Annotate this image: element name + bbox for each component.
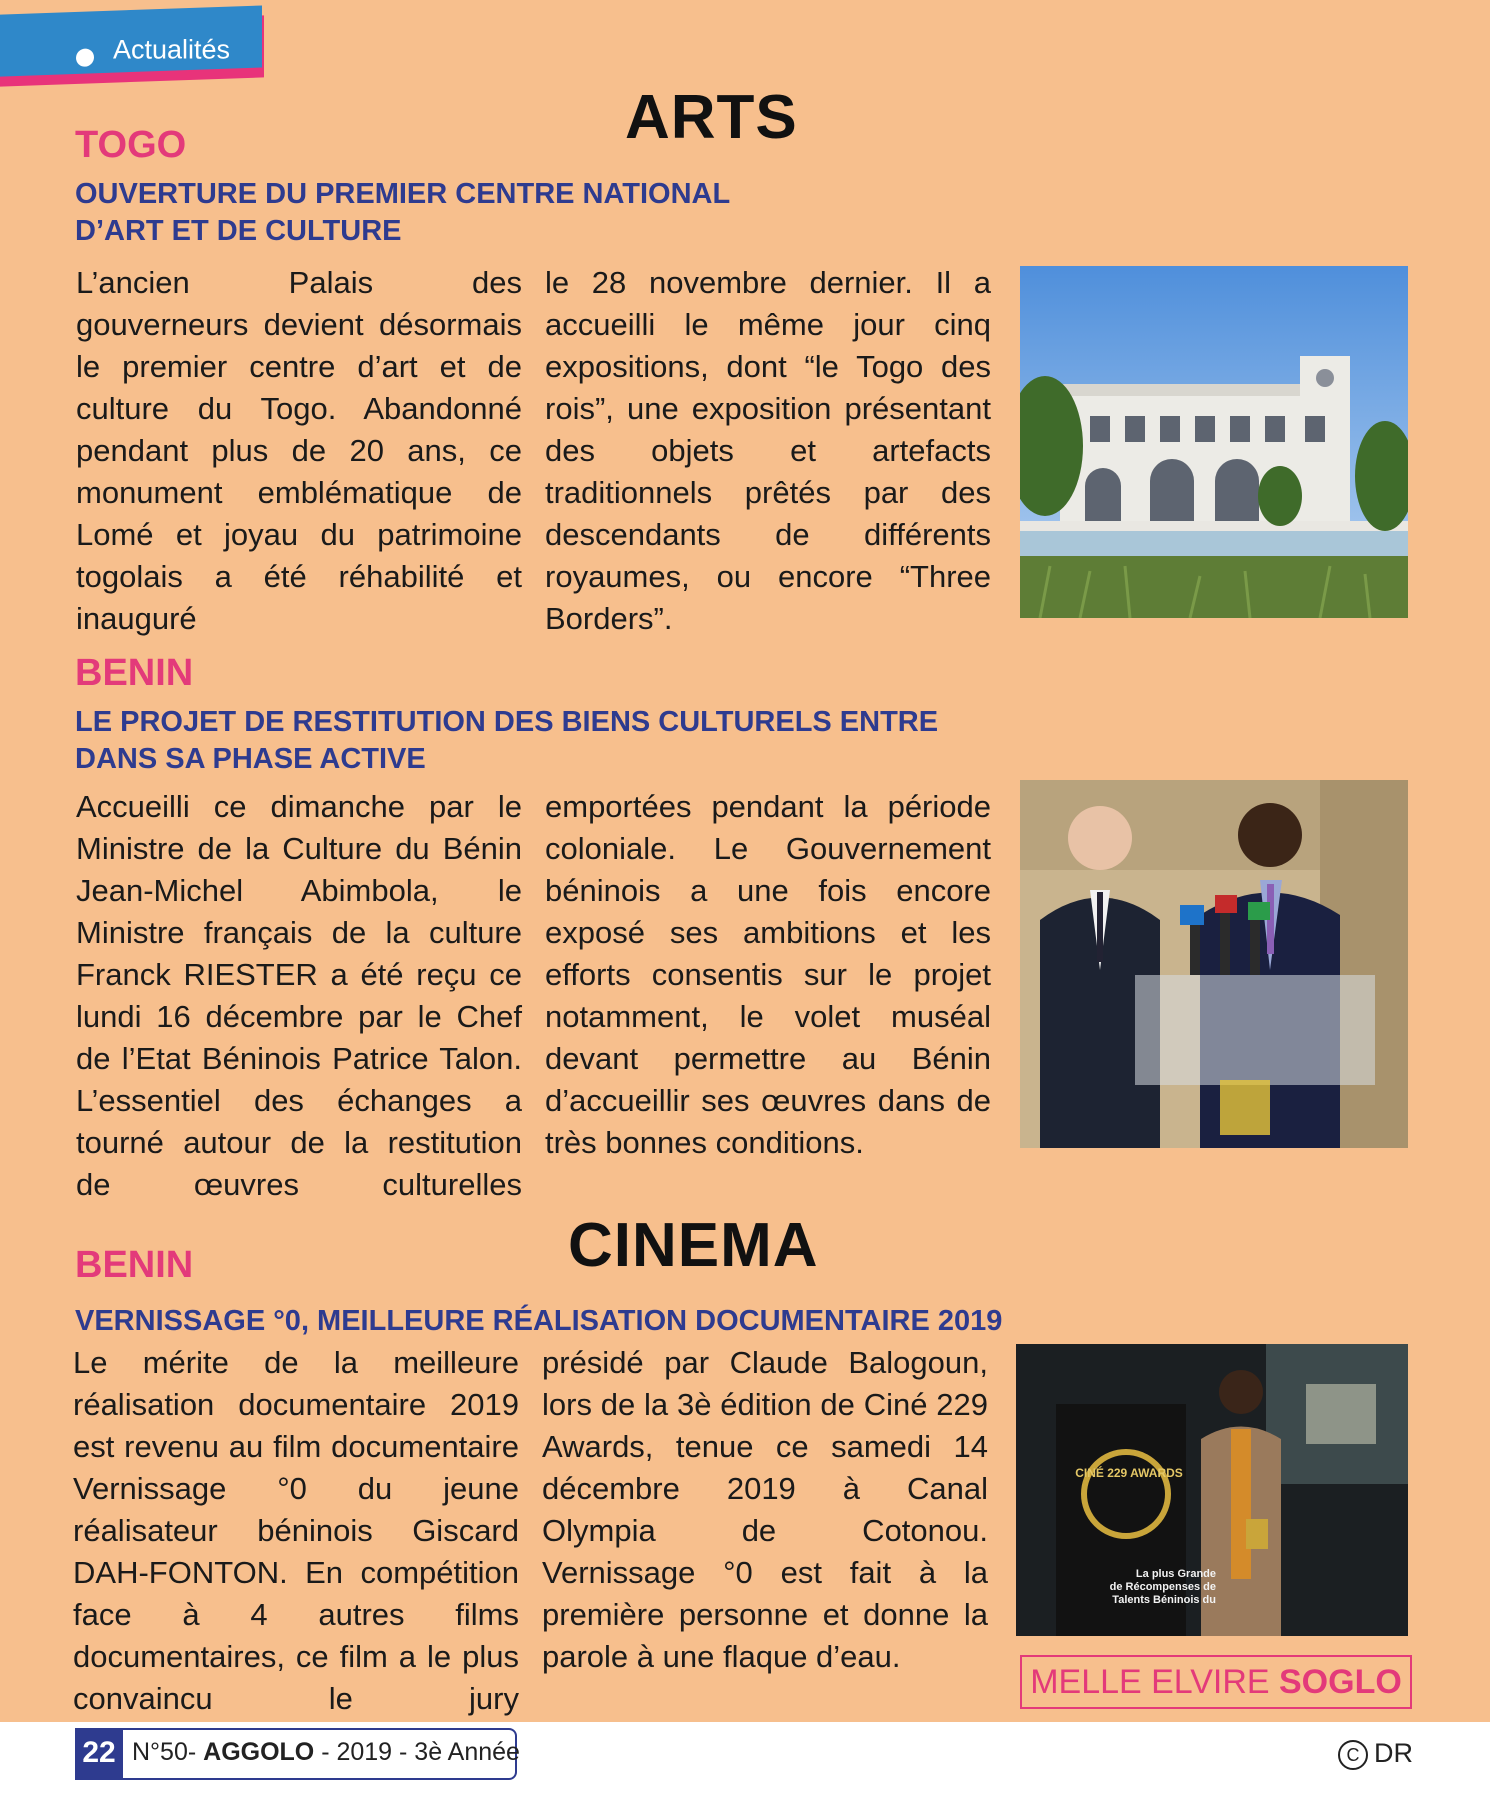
copyright-icon: C (1338, 1740, 1368, 1770)
caption-name: SOGLO (1279, 1663, 1402, 1701)
section-tag-label: Actualités (113, 34, 231, 65)
footer-rest: - 2019 - 3è Année (314, 1738, 520, 1766)
benin-cinema-country: BENIN (75, 1244, 194, 1286)
poster-text-line2: de Récompenses de (1109, 1581, 1216, 1593)
section-tag (0, 5, 264, 86)
togo-headline (75, 176, 875, 250)
togo-column-2: le 28 novembre dernier. Il a accueilli le même jour cinq expositions, dont “le Togo des rois”, une exposition présentant des objets et artefacts traditionnels prêtés par des descendants de différents royaumes, ou encore “Three Borders”. (545, 265, 991, 636)
poster-logo: CINÉ 229 AWARDS (1075, 1466, 1183, 1480)
togo-country: TOGO (75, 124, 187, 166)
photo-caption (1020, 1655, 1412, 1709)
cinema-column-2: présidé par Claude Balogoun, lors de la 3è édition de Ciné 229 Awards, tenue ce samedi 14 décembre 2019 à Canal Olympia de Cotonou. Vernissage °0 est fait à la première personne et donne la parole à une flaque d’eau. (542, 1345, 988, 1674)
cinema-column-1: Le mérite de la meilleure réalisation documentaire 2019 est revenu au film documentaire Vernissage °0 du jeune réalisateur béninois Giscard DAH-FONTON. En compétition face à 4 autres films documentaires, ce film a le plus convaincu le jury (73, 1345, 519, 1716)
togo-column-1: L’ancien Palais des gouverneurs devient désormais le premier centre d’art et de culture du Togo. Abandonné pendant plus de 20 ans, ce monument emblématique de Lomé et joyau du patrimoine togolais a été réhabilité et inauguré (76, 265, 522, 636)
togo-headline-line2: D’ART ET DE CULTURE (75, 215, 402, 247)
photo-credit (1338, 1738, 1413, 1770)
benin-arts-column-2: emportées pendant la période coloniale. Le Gouvernement béninois a une fois encore exposé ses ambitions et les efforts consentis sur le projet notamment, le volet muséal devant permettre au Bénin d’accueillir ses œuvres dans de très bonnes conditions. (545, 789, 991, 1160)
palace-photo (1020, 266, 1408, 618)
credit-text: DR (1374, 1738, 1413, 1768)
ministers-illustration (1020, 780, 1408, 1148)
ministers-photo (1020, 780, 1408, 1148)
footer-issue-info (132, 1738, 520, 1767)
benin-arts-headline-line2: DANS SA PHASE ACTIVE (75, 743, 426, 775)
award-photo (1016, 1344, 1408, 1636)
arts-title: ARTS (625, 83, 798, 152)
poster-text-line3: Talents Béninois du (1112, 1594, 1216, 1606)
caption-prefix: MELLE ELVIRE (1030, 1663, 1279, 1701)
footer-issue: N°50- (132, 1738, 204, 1766)
footer-magazine: AGGOLO (203, 1738, 315, 1766)
benin-arts-country: BENIN (75, 652, 194, 694)
poster-text (1086, 1568, 1216, 1607)
togo-headline-line1: OUVERTURE DU PREMIER CENTRE NATIONAL (75, 178, 731, 210)
benin-cinema-headline: VERNISSAGE °0, MEILLEURE RÉALISATION DOCUMENTAIRE 2019 (75, 1305, 1003, 1337)
palace-illustration (1020, 266, 1408, 618)
benin-arts-headline (75, 704, 1015, 778)
benin-arts-column-1: Accueilli ce dimanche par le Ministre de la Culture du Bénin Jean-Michel Abimbola, le Ministre français de la culture Franck RIESTER a été reçu ce lundi 16 décembre par le Chef de l’Etat Béninois Patrice Talon. L’essentiel des échanges a tourné autour de la restitution de œuvres culturelles (76, 789, 522, 1202)
benin-arts-headline-line1: LE PROJET DE RESTITUTION DES BIENS CULTURELS ENTRE (75, 706, 939, 738)
poster-text-line1: La plus Grande (1135, 1568, 1216, 1580)
page-number: 22 (75, 1728, 123, 1778)
cinema-title: CINEMA (568, 1211, 819, 1280)
